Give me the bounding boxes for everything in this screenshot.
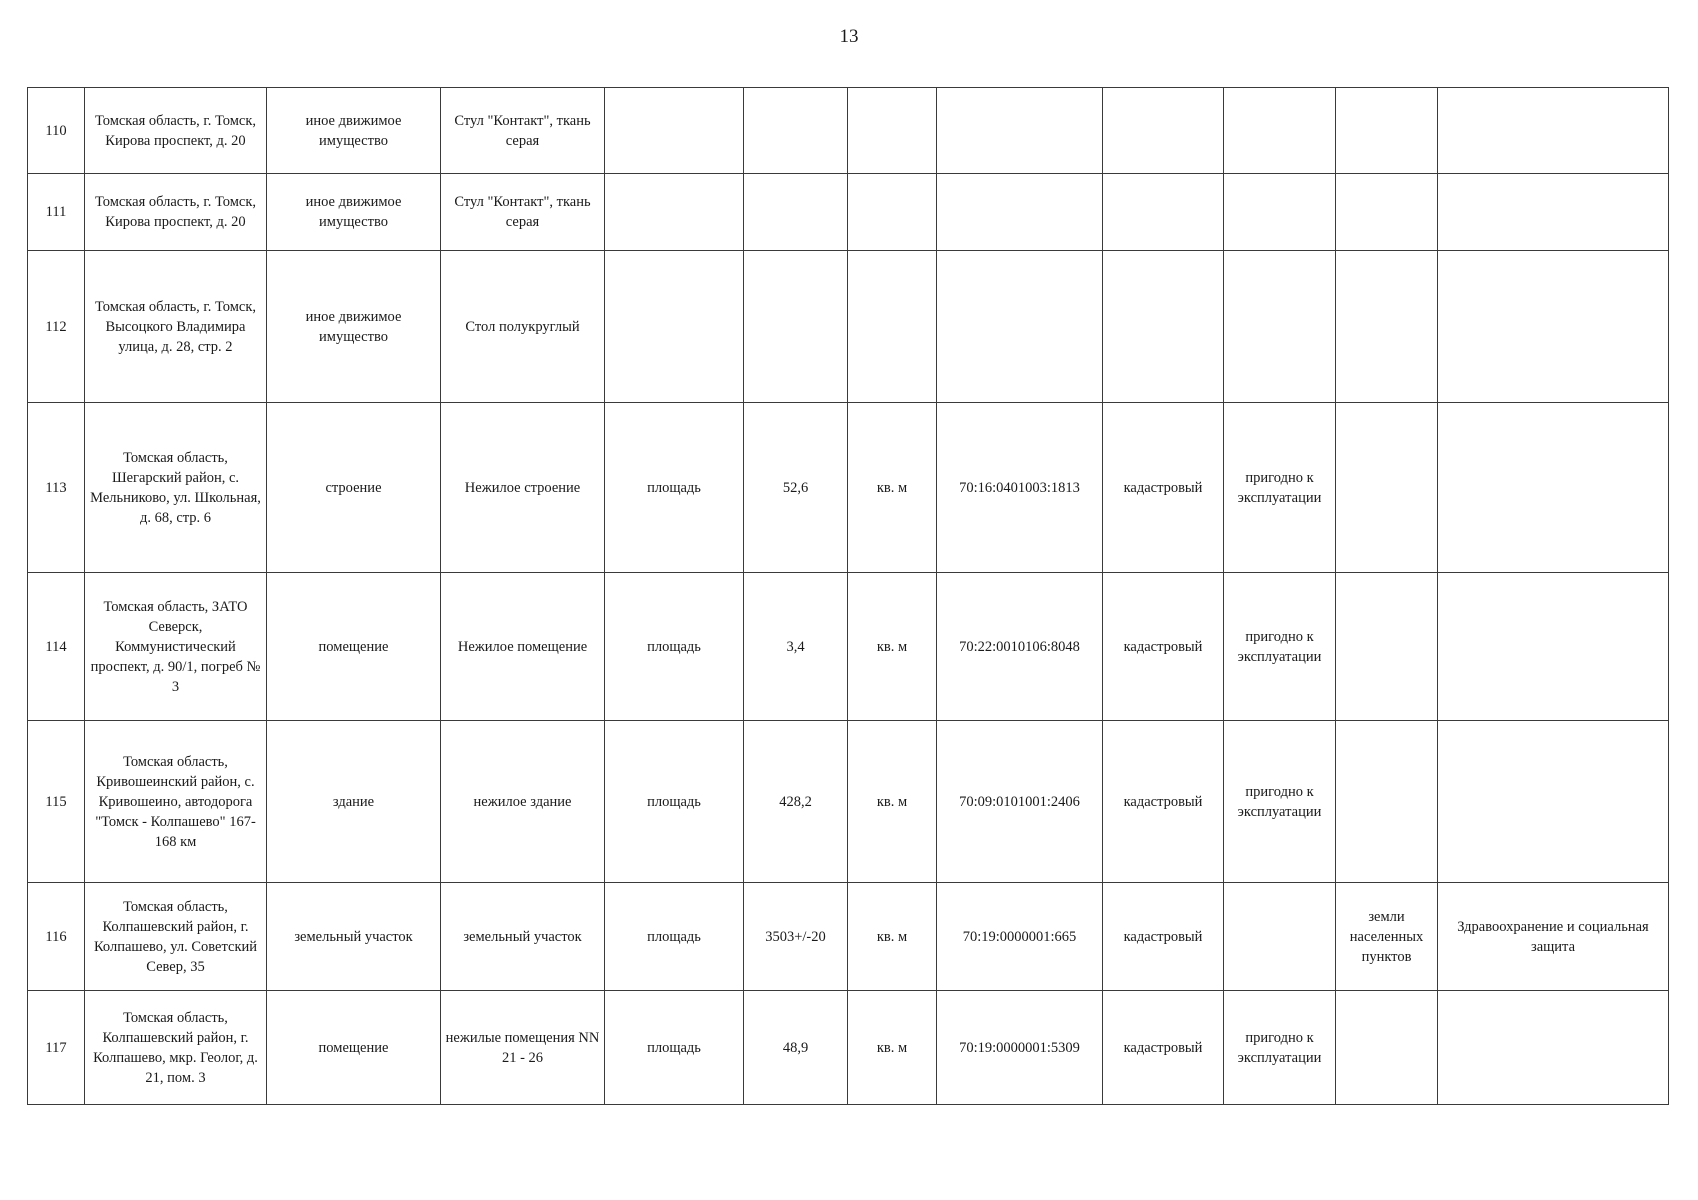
condition-cell	[1224, 88, 1336, 174]
row-number-cell: 114	[28, 573, 85, 721]
table-row	[28, 88, 1669, 174]
table-row	[28, 573, 1669, 721]
value-cell	[744, 88, 848, 174]
cadastral-number-cell: 70:19:0000001:5309	[937, 991, 1103, 1105]
permitted-use-cell	[1438, 991, 1669, 1105]
land-category-cell	[1336, 573, 1438, 721]
land-category-cell	[1336, 721, 1438, 883]
permitted-use-cell	[1438, 174, 1669, 251]
condition-cell	[1224, 251, 1336, 403]
permitted-use-cell	[1438, 721, 1669, 883]
row-number-cell: 113	[28, 403, 85, 573]
land-category-cell	[1336, 991, 1438, 1105]
unit-cell: кв. м	[848, 573, 937, 721]
number-type-cell	[1103, 174, 1224, 251]
address-cell: Томская область, г. Томск, Высоцкого Владимира улица, д. 28, стр. 2	[85, 251, 267, 403]
permitted-use-cell	[1438, 88, 1669, 174]
address-cell: Томская область, г. Томск, Кирова проспект, д. 20	[85, 88, 267, 174]
land-category-cell	[1336, 403, 1438, 573]
object-type-cell: земельный участок	[267, 883, 441, 991]
table-row	[28, 174, 1669, 251]
permitted-use-cell	[1438, 251, 1669, 403]
unit-cell	[848, 88, 937, 174]
number-type-cell: кадастровый	[1103, 991, 1224, 1105]
row-number-cell: 111	[28, 174, 85, 251]
table-row	[28, 251, 1669, 403]
row-number-cell: 112	[28, 251, 85, 403]
value-cell	[744, 251, 848, 403]
land-category-cell	[1336, 88, 1438, 174]
value-cell: 428,2	[744, 721, 848, 883]
parameter-cell: площадь	[605, 883, 744, 991]
value-cell: 48,9	[744, 991, 848, 1105]
object-name-cell: нежилые помещения NN 21 - 26	[441, 991, 605, 1105]
parameter-cell	[605, 174, 744, 251]
object-name-cell: Стол полукруглый	[441, 251, 605, 403]
cadastral-number-cell	[937, 88, 1103, 174]
cadastral-number-cell: 70:09:0101001:2406	[937, 721, 1103, 883]
row-number-cell: 115	[28, 721, 85, 883]
condition-cell	[1224, 883, 1336, 991]
table-row	[28, 721, 1669, 883]
condition-cell: пригодно к эксплуатации	[1224, 403, 1336, 573]
row-number-cell: 117	[28, 991, 85, 1105]
object-type-cell: иное движимое имущество	[267, 251, 441, 403]
land-category-cell: земли населенных пунктов	[1336, 883, 1438, 991]
parameter-cell: площадь	[605, 403, 744, 573]
parameter-cell	[605, 251, 744, 403]
object-name-cell: земельный участок	[441, 883, 605, 991]
address-cell: Томская область, Колпашевский район, г. Колпашево, мкр. Геолог, д. 21, пом. 3	[85, 991, 267, 1105]
unit-cell: кв. м	[848, 403, 937, 573]
object-type-cell: строение	[267, 403, 441, 573]
unit-cell	[848, 251, 937, 403]
parameter-cell: площадь	[605, 721, 744, 883]
object-type-cell: помещение	[267, 991, 441, 1105]
page-number: 13	[839, 26, 859, 47]
parameter-cell: площадь	[605, 573, 744, 721]
cadastral-number-cell	[937, 174, 1103, 251]
condition-cell: пригодно к эксплуатации	[1224, 991, 1336, 1105]
object-name-cell: Стул "Контакт", ткань серая	[441, 174, 605, 251]
land-category-cell	[1336, 251, 1438, 403]
object-type-cell: иное движимое имущество	[267, 174, 441, 251]
permitted-use-cell	[1438, 573, 1669, 721]
number-type-cell: кадастровый	[1103, 403, 1224, 573]
condition-cell: пригодно к эксплуатации	[1224, 573, 1336, 721]
value-cell: 52,6	[744, 403, 848, 573]
value-cell	[744, 174, 848, 251]
number-type-cell	[1103, 88, 1224, 174]
address-cell: Томская область, Шегарский район, с. Мельниково, ул. Школьная, д. 68, стр. 6	[85, 403, 267, 573]
number-type-cell: кадастровый	[1103, 721, 1224, 883]
row-number-cell: 110	[28, 88, 85, 174]
unit-cell: кв. м	[848, 721, 937, 883]
value-cell: 3503+/-20	[744, 883, 848, 991]
object-name-cell: нежилое здание	[441, 721, 605, 883]
land-category-cell	[1336, 174, 1438, 251]
row-number-cell: 116	[28, 883, 85, 991]
table-row	[28, 883, 1669, 991]
object-name-cell: Нежилое строение	[441, 403, 605, 573]
cadastral-number-cell: 70:22:0010106:8048	[937, 573, 1103, 721]
condition-cell	[1224, 174, 1336, 251]
cadastral-number-cell	[937, 251, 1103, 403]
unit-cell	[848, 174, 937, 251]
table-body	[28, 88, 1669, 1105]
permitted-use-cell	[1438, 403, 1669, 573]
number-type-cell: кадастровый	[1103, 573, 1224, 721]
address-cell: Томская область, ЗАТО Северск, Коммунистический проспект, д. 90/1, погреб № 3	[85, 573, 267, 721]
object-type-cell: здание	[267, 721, 441, 883]
permitted-use-cell: Здравоохранение и социальная защита	[1438, 883, 1669, 991]
condition-cell: пригодно к эксплуатации	[1224, 721, 1336, 883]
unit-cell: кв. м	[848, 991, 937, 1105]
parameter-cell	[605, 88, 744, 174]
address-cell: Томская область, г. Томск, Кирова проспект, д. 20	[85, 174, 267, 251]
parameter-cell: площадь	[605, 991, 744, 1105]
number-type-cell	[1103, 251, 1224, 403]
table-row	[28, 403, 1669, 573]
address-cell: Томская область, Кривошеинский район, с. Кривошеино, автодорога "Томск - Колпашево" 167-168 км	[85, 721, 267, 883]
object-type-cell: помещение	[267, 573, 441, 721]
table-row	[28, 991, 1669, 1105]
cadastral-number-cell: 70:16:0401003:1813	[937, 403, 1103, 573]
unit-cell: кв. м	[848, 883, 937, 991]
object-type-cell: иное движимое имущество	[267, 88, 441, 174]
number-type-cell: кадастровый	[1103, 883, 1224, 991]
object-name-cell: Стул "Контакт", ткань серая	[441, 88, 605, 174]
property-registry-table	[27, 87, 1669, 1105]
cadastral-number-cell: 70:19:0000001:665	[937, 883, 1103, 991]
value-cell: 3,4	[744, 573, 848, 721]
object-name-cell: Нежилое помещение	[441, 573, 605, 721]
address-cell: Томская область, Колпашевский район, г. Колпашево, ул. Советский Север, 35	[85, 883, 267, 991]
